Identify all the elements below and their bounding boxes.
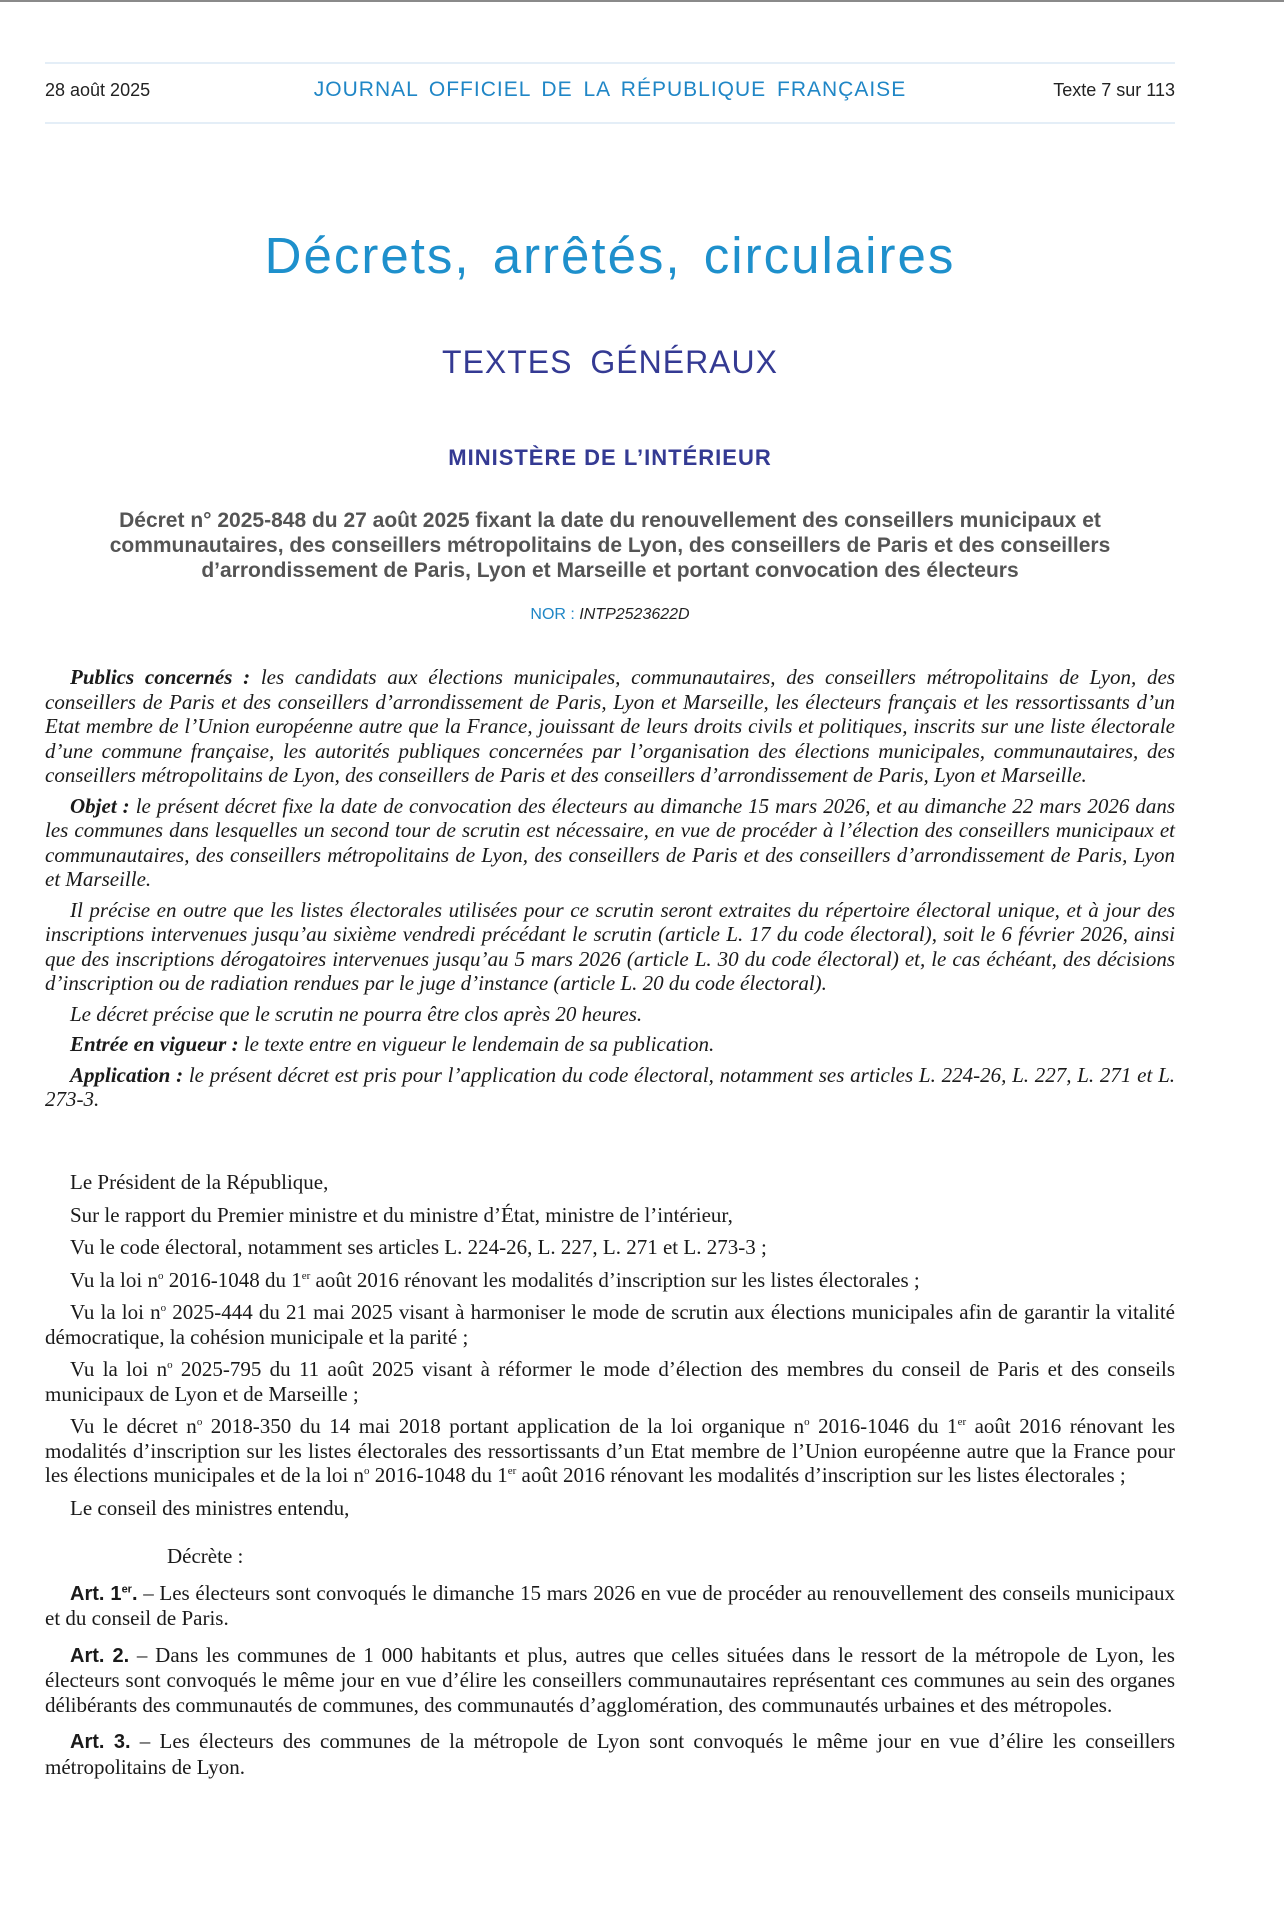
president-line: Le Président de la République, bbox=[70, 1170, 329, 1194]
vu-loi-2025-795 bbox=[45, 1357, 1175, 1406]
text-fragment: 2016-1048 du 1 bbox=[163, 1267, 302, 1292]
texte-number: Texte 7 sur 113 bbox=[1053, 80, 1175, 100]
section-subtitle: TEXTES GÉNÉRAUX bbox=[442, 344, 778, 380]
article-label bbox=[70, 1583, 138, 1605]
superscript: er bbox=[507, 1465, 517, 1477]
objet-text: le présent décret fixe la date de convocation des électeurs au dimanche 15 mars 2026, et au dimanche 22 mars 2026 dans les communes dans lesquelles un second tour de scrutin est nécessaire, en vue de procéder à l’élection des conseillers municipaux et communautaires, des conseillers métropolitains de Lyon, des conseillers de Paris et des conseillers d’arrondissement de Paris, Lyon et Marseille. bbox=[45, 793, 1176, 891]
vu-loi-2016-1048 bbox=[45, 1268, 1175, 1293]
superscript: er bbox=[121, 1582, 132, 1595]
decrete-line: Décrète : bbox=[167, 1544, 244, 1568]
conseil-line: Le conseil des ministres entendu, bbox=[70, 1495, 350, 1520]
nor-label: NOR : bbox=[530, 606, 575, 623]
superscript: o bbox=[160, 1302, 167, 1314]
article-label: Art. 2. bbox=[70, 1644, 130, 1667]
vu-loi-2025-444 bbox=[45, 1300, 1175, 1349]
text-fragment: Vu la loi n bbox=[70, 1267, 158, 1292]
article-number: Art. 1 bbox=[70, 1582, 122, 1605]
clos-paragraph: Le décret précise que le scrutin ne pourra être clos après 20 heures. bbox=[70, 1001, 643, 1026]
superscript: er bbox=[957, 1416, 967, 1428]
publics-label: Publics concernés : bbox=[70, 665, 251, 689]
superscript: er bbox=[301, 1269, 311, 1282]
entree-text: le texte entre en vigueur le lendemain de sa publication. bbox=[243, 1032, 715, 1056]
text-fragment: Vu la loi n bbox=[70, 1300, 161, 1324]
objet-label: Objet : bbox=[70, 793, 130, 818]
text-fragment: août 2016 rénovant les modalités d’inscription sur les listes électorales ; bbox=[310, 1267, 920, 1292]
article-text: – Les électeurs sont convoqués le dimanche 15 mars 2026 en vue de procéder au renouvellement des conseils municipaux et du conseil de Paris. bbox=[45, 1580, 1175, 1630]
article-text: – Les électeurs des communes de la métropole de Lyon sont convoqués le même jour en vue d’élire les conseillers métropolitains de Lyon. bbox=[45, 1729, 1176, 1779]
precise-paragraph: Il précise en outre que les listes électorales utilisées pour ce scrutin seront extraites du répertoire électoral unique, et à jour des inscriptions intervenues jusqu’au sixième vendredi précédant le scrutin (article L. 17 du code électoral), soit le 6 février 2026, ainsi que des inscriptions dérogatoires intervenues jusqu’au 5 mars 2026 (article L. 30 du code électoral) et, le cas échéant, des décisions d’inscription ou de radiation rendues par le juge d’instance (article L. 20 du code électoral). bbox=[45, 897, 1175, 995]
nor-code: INTP2523622D bbox=[579, 606, 690, 623]
application-paragraph bbox=[45, 1063, 1175, 1112]
article-2 bbox=[45, 1643, 1175, 1718]
ministry-heading: MINISTÈRE DE L’INTÉRIEUR bbox=[448, 445, 772, 470]
entree-paragraph bbox=[45, 1032, 1175, 1057]
text-fragment: Vu le décret n bbox=[70, 1414, 197, 1438]
article-3 bbox=[45, 1729, 1175, 1779]
superscript: o bbox=[804, 1416, 810, 1428]
superscript: o bbox=[167, 1359, 173, 1371]
publics-text: les candidats aux élections municipales, communautaires, des conseillers métropolitains de Lyon, des conseillers de Paris et des conseillers d’arrondissement de Paris, Lyon et Marseille, les électeurs français et les ressortissants d’un Etat membre de l’Union européenne autre que la France, jouissant de leurs droits civils et politiques, inscrits sur une liste électorale d’une commune française, les autorités publiques concernées par l’organisation des élections municipales, communautaires, des conseillers métropolitains de Lyon, des conseillers de Paris et des conseillers d’arrondissement de Paris, Lyon et Marseille. bbox=[45, 665, 1175, 787]
application-text: le présent décret est pris pour l’application du code électoral, notamment ses articles L. 224-26, L. 227, L. 271 et L. 273-3. bbox=[45, 1062, 1176, 1111]
text-fragment: 2025-444 du 21 mai 2025 visant à harmoniser le mode de scrutin aux élections municipales afin de garantir la vitalité démocratique, la cohésion municipale et la parité ; bbox=[45, 1300, 1175, 1349]
top-border bbox=[0, 0, 1284, 2]
objet-paragraph bbox=[45, 794, 1175, 892]
publics-paragraph bbox=[45, 665, 1175, 788]
text-fragment: 2016-1046 du 1 bbox=[809, 1414, 958, 1438]
superscript: o bbox=[196, 1416, 203, 1428]
nor-reference bbox=[45, 606, 1175, 624]
text-fragment: 2016-1048 du 1 bbox=[369, 1463, 508, 1487]
decree-body bbox=[45, 1170, 1175, 1779]
rapport-line: Sur le rapport du Premier ministre et du ministre d’État, ministre de l’intérieur, bbox=[70, 1202, 733, 1227]
superscript: o bbox=[157, 1269, 164, 1282]
application-label: Application : bbox=[70, 1062, 184, 1087]
vu-decret-2018-350 bbox=[45, 1414, 1175, 1488]
journal-title: JOURNAL OFFICIEL DE LA RÉPUBLIQUE FRANÇAISE bbox=[313, 78, 907, 101]
article-1 bbox=[45, 1581, 1175, 1631]
entree-label: Entrée en vigueur : bbox=[70, 1032, 239, 1056]
vu-code-electoral: Vu le code électoral, notamment ses articles L. 224-26, L. 227, L. 271 et L. 273-3 ; bbox=[70, 1235, 767, 1259]
page-header bbox=[45, 62, 1175, 124]
text-fragment: août 2016 rénovant les modalités d’inscription sur les listes électorales ; bbox=[516, 1463, 1126, 1487]
decree-title: Décret n° 2025-848 du 27 août 2025 fixant la date du renouvellement des conseillers municipaux et communautaires, des conseillers métropolitains de Lyon, des conseillers de Paris et des conseillers d’arrondissement de Paris, Lyon et Marseille et portant convocation des électeurs bbox=[109, 509, 1111, 582]
decree-abstract bbox=[45, 665, 1175, 1112]
article-label: Art. 3. bbox=[70, 1731, 131, 1753]
publication-date: 28 août 2025 bbox=[45, 80, 151, 100]
article-text: – Dans les communes de 1 000 habitants et plus, autres que celles situées dans le ressort de la métropole de Lyon, les électeurs sont convoqués le même jour en vue d’élire les conseillers communautaires représentant ces communes au sein des organes délibérants des communautés de communes, des communautés d’agglomération, des communautés urbaines et des métropoles. bbox=[45, 1642, 1175, 1717]
article-label-dot: . bbox=[131, 1582, 138, 1605]
text-fragment: Vu la loi n bbox=[70, 1357, 168, 1381]
text-fragment: 2018-350 du 14 mai 2018 portant application de la loi organique n bbox=[202, 1414, 805, 1438]
superscript: o bbox=[364, 1465, 370, 1477]
text-fragment: 2025-795 du 11 août 2025 visant à réformer le mode d’élection des membres du conseil de Paris et des conseils municipaux de Lyon et de Marseille ; bbox=[45, 1357, 1175, 1406]
text-fragment: août 2016 rénovant les modalités d’inscription sur les listes électorales des ressortissants d’un Etat membre de l’Union européenne autre que la France pour les élections municipales et de la loi n bbox=[45, 1414, 1175, 1487]
section-title: Décrets, arrêtés, circulaires bbox=[264, 227, 956, 284]
